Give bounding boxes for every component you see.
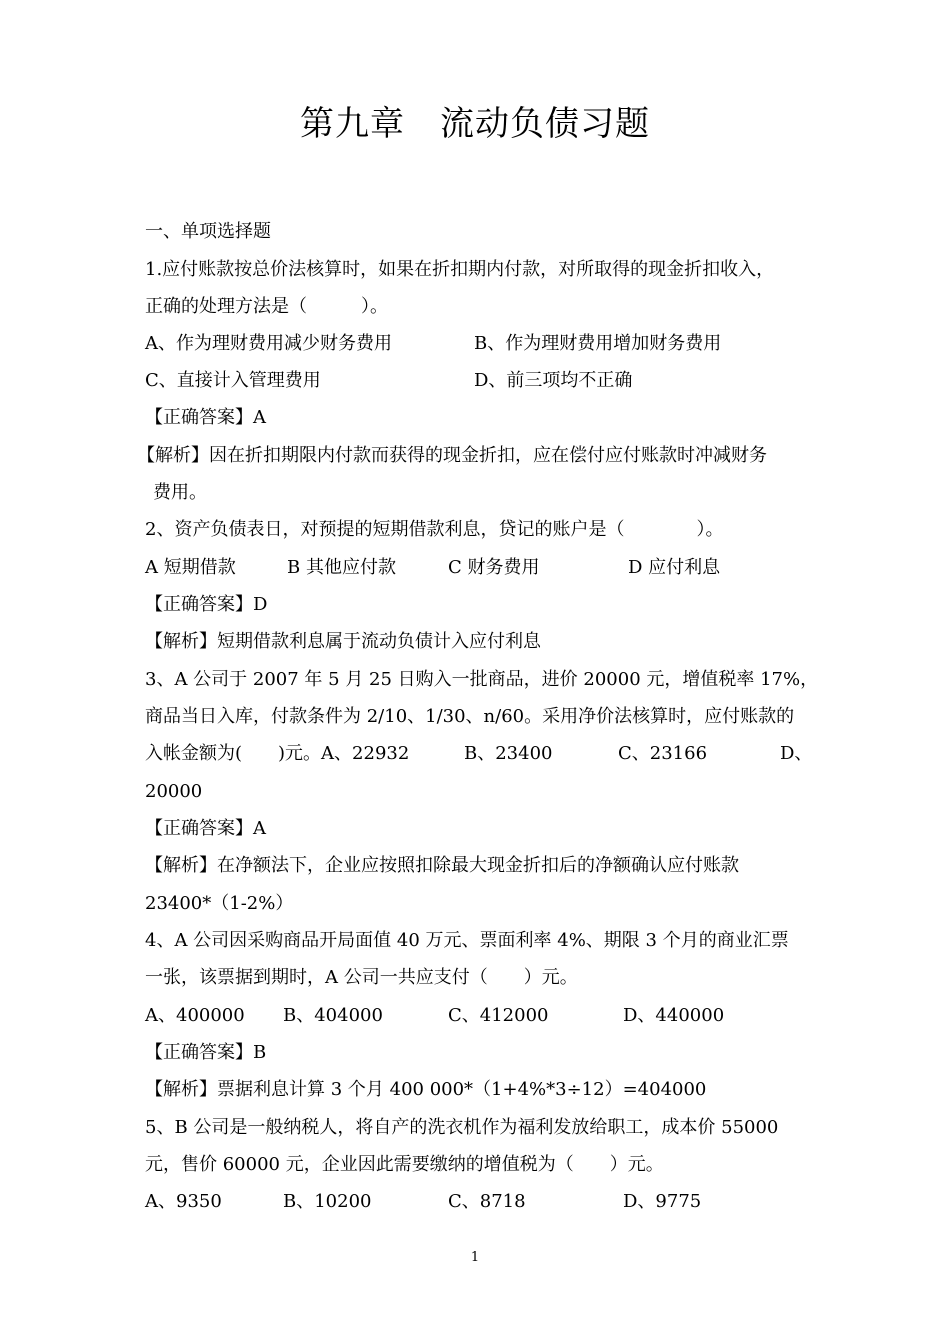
- q2-option-a: A 短期借款: [145, 557, 236, 578]
- q2-option-b: B 其他应付款: [287, 557, 396, 578]
- q3-option-b: B、23400: [464, 743, 553, 764]
- page-number: 1: [470, 1250, 480, 1265]
- q5-option-d: D、9775: [623, 1191, 702, 1212]
- q1-option-d: D、前三项均不正确: [474, 370, 633, 391]
- q1-option-a: A、作为理财费用减少财务费用: [145, 333, 392, 354]
- q1-option-c: C、直接计入管理费用: [145, 370, 321, 391]
- q1-answer: 【正确答案】A: [145, 407, 266, 428]
- q2-option-c: C 财务费用: [448, 557, 540, 578]
- q4-option-d: D、440000: [623, 1005, 725, 1026]
- q3-stem-line1: 3、A 公司于 2007 年 5 月 25 日购入一批商品，进价 20000 元，增值税率 17%，: [145, 669, 819, 690]
- q5-stem-line2: 元，售价 60000 元，企业因此需要缴纳的增值税为（ ）元。: [145, 1154, 664, 1175]
- q5-option-a: A、9350: [145, 1191, 222, 1212]
- q3-stem-line4: 20000: [145, 781, 203, 802]
- q5-stem-line1: 5、B 公司是一般纳税人，将自产的洗衣机作为福利发放给职工，成本价 55000: [145, 1117, 779, 1138]
- q5-option-c: C、8718: [448, 1191, 526, 1212]
- q3-analysis-line1: 【解析】在净额法下，企业应按照扣除最大现金折扣后的净额确认应付账款: [145, 855, 739, 876]
- q2-option-d: D 应付利息: [628, 557, 721, 578]
- q3-stem-line2: 商品当日入库，付款条件为 2/10、1/30、n/60。采用净价法核算时，应付账款的: [145, 706, 795, 727]
- q2-answer: 【正确答案】D: [145, 594, 268, 615]
- q1-stem-line2: 正确的处理方法是（ ）。: [145, 296, 388, 317]
- q1-stem-line1: 1.应付账款按总价法核算时，如果在折扣期内付款，对所取得的现金折扣收入，: [145, 259, 775, 280]
- q4-stem-line1: 4、A 公司因采购商品开局面值 40 万元、票面利率 4%、期限 3 个月的商业汇票: [145, 930, 789, 951]
- q1-option-b: B、作为理财费用增加财务费用: [474, 333, 722, 354]
- q1-analysis-line2: 费用。: [153, 482, 207, 503]
- q3-option-c: C、23166: [618, 743, 708, 764]
- section-heading: 一、单项选择题: [145, 221, 271, 242]
- q2-stem: 2、资产负债表日，对预提的短期借款利息，贷记的账户是（ ）。: [145, 519, 724, 540]
- q4-answer: 【正确答案】B: [145, 1042, 267, 1063]
- q1-analysis-line1: 【解析】因在折扣期限内付款而获得的现金折扣，应在偿付应付账款时冲减财务: [137, 445, 767, 466]
- page-title: 第九章 流动负债习题: [300, 104, 650, 144]
- q3-stem-line3-option-a: 入帐金额为( )元。A、22932: [145, 743, 410, 764]
- q4-option-a: A、400000: [145, 1005, 245, 1026]
- q3-answer: 【正确答案】A: [145, 818, 266, 839]
- q2-analysis: 【解析】短期借款利息属于流动负债计入应付利息: [145, 631, 541, 652]
- q5-option-b: B、10200: [283, 1191, 372, 1212]
- q4-stem-line2: 一张，该票据到期时，A 公司一共应支付（ ）元。: [145, 967, 578, 988]
- q4-option-c: C、412000: [448, 1005, 549, 1026]
- q4-option-b: B、404000: [283, 1005, 383, 1026]
- q4-analysis: 【解析】票据利息计算 3 个月 400 000*（1+4%*3÷12）=404000: [145, 1079, 707, 1100]
- q3-option-d: D、: [780, 743, 813, 764]
- q3-analysis-line2: 23400*（1-2%）: [145, 893, 294, 914]
